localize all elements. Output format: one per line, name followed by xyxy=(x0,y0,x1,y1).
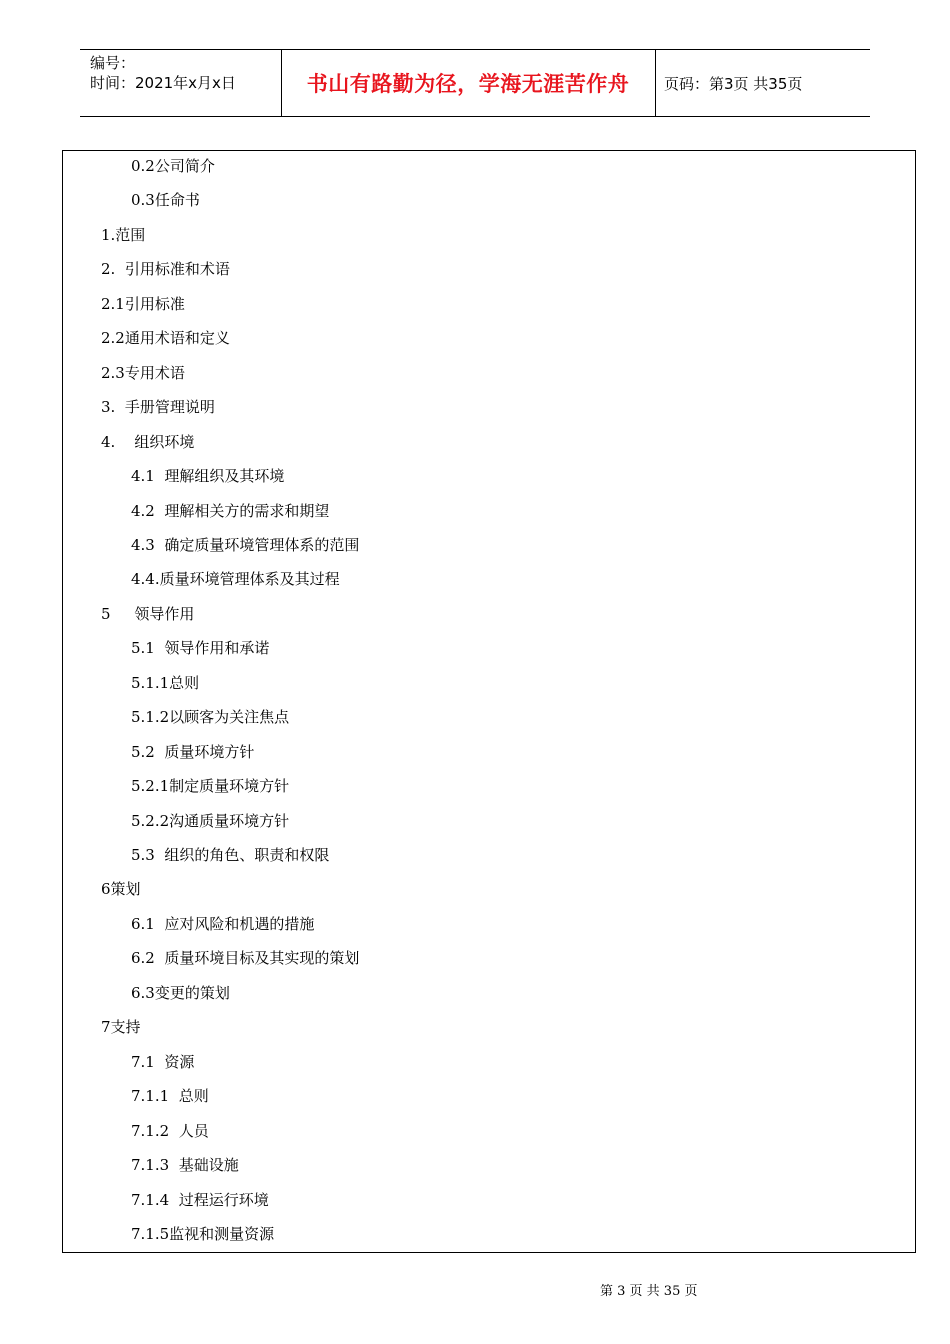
toc-item: 5.2.2沟通质量环境方针 xyxy=(131,811,290,830)
toc-item: 5.1.2以顾客为关注焦点 xyxy=(131,708,290,727)
toc-item: 3. 手册管理说明 xyxy=(101,398,215,417)
toc-item: 0.3任命书 xyxy=(131,191,200,210)
header-divider-right xyxy=(655,50,656,116)
toc-item: 0.2公司简介 xyxy=(131,157,215,175)
toc-item: 5.3 组织的角色、职责和权限 xyxy=(131,846,330,864)
toc-item: 5 领导作用 xyxy=(101,604,195,623)
page-footer: 第 3 页 共 35 页 xyxy=(600,1284,698,1299)
toc-item: 7.1.3 基础设施 xyxy=(131,1156,239,1175)
toc-item: 7.1.5监视和测量资源 xyxy=(131,1224,275,1243)
header-motto: 书山有路勤为径，学海无涯苦作舟 xyxy=(306,72,630,96)
toc-item: 5.1.1总则 xyxy=(131,673,200,692)
toc-item: 2.1引用标准 xyxy=(101,294,185,313)
toc-item: 4. 组织环境 xyxy=(101,432,195,451)
toc-item: 7.1.2 人员 xyxy=(131,1121,209,1140)
toc-item: 6.3变更的策划 xyxy=(131,983,230,1002)
header-meta xyxy=(90,53,280,93)
toc-item: 1.范围 xyxy=(101,225,146,244)
toc-item: 2.3专用术语 xyxy=(101,363,185,382)
toc-item: 7.1 资源 xyxy=(131,1052,195,1071)
serial-label: 编号： xyxy=(90,54,136,72)
toc-item: 4.1 理解组织及其环境 xyxy=(131,467,285,486)
toc-box xyxy=(62,150,916,1253)
toc-item: 6.2 质量环境目标及其实现的策划 xyxy=(131,949,360,968)
toc-item: 5.2.1制定质量环境方针 xyxy=(131,777,290,796)
toc-item: 6策划 xyxy=(101,880,141,899)
toc-item: 7.1.1 总则 xyxy=(131,1087,209,1106)
toc-item: 2.2通用术语和定义 xyxy=(101,329,230,348)
toc-item: 5.1 领导作用和承诺 xyxy=(131,639,270,658)
toc-item: 6.1 应对风险和机遇的措施 xyxy=(131,914,315,933)
toc-item: 5.2 质量环境方针 xyxy=(131,742,255,761)
toc-item: 4.2 理解相关方的需求和期望 xyxy=(131,501,330,520)
toc-item: 4.4.质量环境管理体系及其过程 xyxy=(131,570,340,589)
toc-item: 7支持 xyxy=(101,1018,141,1037)
toc-item: 2. 引用标准和术语 xyxy=(101,260,230,279)
page-header xyxy=(80,49,870,117)
date-line: 时间：2021年x月x日 xyxy=(90,74,236,92)
toc-item: 7.1.4 过程运行环境 xyxy=(131,1190,269,1209)
header-page-info: 页码：第3页 共35页 xyxy=(664,74,803,93)
toc-item: 4.3 确定质量环境管理体系的范围 xyxy=(131,535,360,554)
